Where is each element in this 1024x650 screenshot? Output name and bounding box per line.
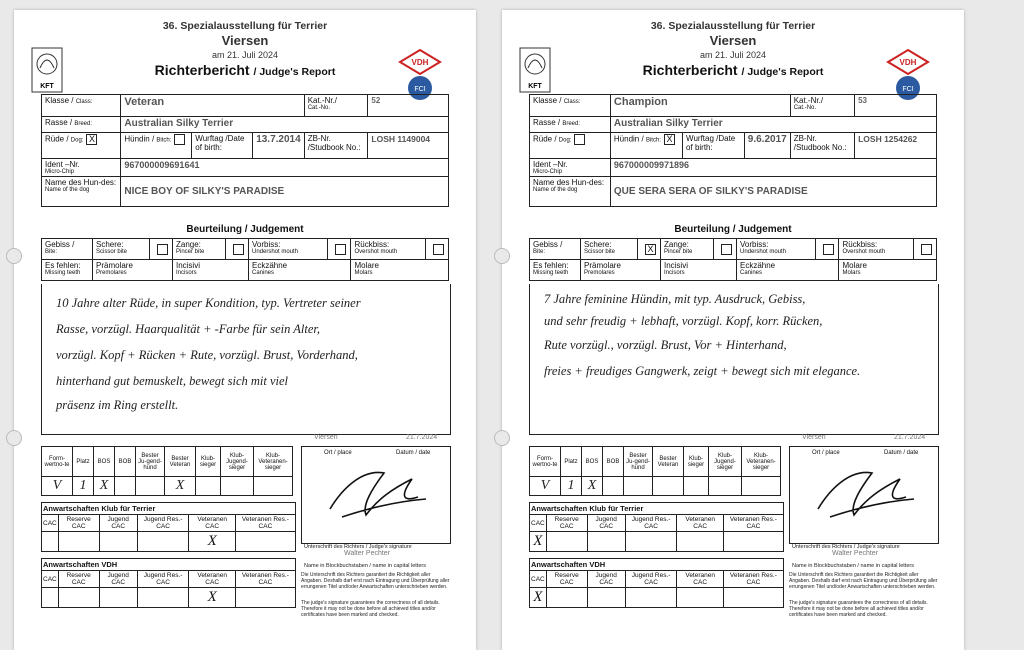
judge-signature bbox=[810, 459, 920, 525]
result-grade: V bbox=[530, 477, 561, 496]
catalog-number: 52 bbox=[368, 95, 449, 117]
vdh-logo-text: VDH bbox=[411, 58, 429, 67]
show-title: 36. Spezialausstellung für Terrier bbox=[162, 20, 328, 32]
vdh-veteran-cac-mark: X bbox=[189, 588, 235, 608]
judge-report-page-veteran: 36. Spezialausstellung für Terrier Viersen am 21. Juli 2024 Richterbericht / Judge's Report KFT VDH FCI Klasse / Class: Veteran Kat.-Nr./ Cat.-No. 52 Rasse / Breed: Australian Silky Terrier Rüde / Dog: X Hündin / Bitch: Wurftag /Date of birth: 13.7.2014 ZB-Nr. /Studbook No.: LOSH 1149004 Ident –Nr. Micro-Chip 967000009691641 Name des Hun-des: Name of the dog NICE BOY OF SILKY'S PARADISE Beurteilung / Judgement Gebiss / Bite: Schere: Scissor bite Zange: Pincer bite Vorbiss: Undershot mouth Rückbiss: Overshot mouth Es fehlen: Missing teeth Prämolare Premolares Incisivi Incisors Eckzähne Canines Molare Molars 10 Jahre alter Rüde, in super Kondition, typ. Vertreter seiner Rasse, vorzügl. Haarqualität + -Farbe für sein Alter, vorzügl. Kopf + Rücken + Rute, vorzügl. Brust, Vorderhand, hinterhand gut bemuskelt, bewegt sich mit viel präsenz im Ring erstellt. Viersen 21.7.2024 Form-wertno-te Platz BOS BOB Bester Ju-gend-hund Bester Veteran Klub-sieger Klub-Jugend-sieger Klub-Veteranen-sieger V 1 X X Anwartschaften Klub für Terrier CAC Reserve CAC Jugend CAC Jugend Res.-CAC Veteranen CAC Veteranen Res.-CAC X Anwartschaften VDH CAC Reserve CAC Jugend CAC Jugend Res.-CAC Veteranen CAC Veteranen Res.-CAC X Ort / place Datum / date Unterschrift des Richters / Judge's signature Walter Pechter Name in Blockbuchstaben / name in capital letters Die Unterschrift des Richters garantiert die Richtigkeit aller Angaben. Deshalb darf erst nach Eintragung und Überprüfung aller errungenen Titel und/oder Anwartschaften unterschrieben werden. The judge's signature guarantees the correctness of all details. Therefore it may not be done before all achieved titles and/or certificates have been marked and checked. bbox=[14, 10, 476, 650]
judgement-line: hinterhand gut bemuskelt, bewegt sich mit viel bbox=[56, 374, 289, 388]
undershot-checkbox[interactable] bbox=[335, 244, 346, 255]
dob-value: 9.6.2017 bbox=[744, 133, 790, 159]
result-table: Form-wertno-te Platz BOS BOB Bester Ju-gend-hund Bester Veteran Klub-sieger Klub-Jugend-sieger Klub-Veteranen-sieger V 1 X X bbox=[41, 446, 293, 496]
place-stamp: Viersen bbox=[314, 434, 338, 441]
show-date: am 21. Juli 2024 bbox=[699, 50, 767, 60]
signature-box: Ort / place Datum / date bbox=[789, 446, 939, 544]
judge-name: Walter Pechter bbox=[344, 550, 391, 557]
result-place: 1 bbox=[561, 477, 582, 496]
vdh-certificates-table: Anwartschaften VDH CAC Reserve CAC Jugend CAC Jugend Res.-CAC Veteranen CAC Veteranen Res.-CAC X bbox=[529, 558, 784, 608]
result-bos: X bbox=[582, 477, 603, 496]
dog-data-table: Klasse / Class: Champion Kat.-Nr./ Cat.-No. 53 Rasse / Breed: Australian Silky Terrier Rüde / Dog: Hündin / Bitch: X Wurftag /Date of birth: 9.6.2017 ZB-Nr. /Studbook No.: LOSH 1254262 Ident –Nr. Micro-Chip 967000009971896 Name des Hun-des: Name of the dog QUE SERA SERA OF SILKY'S PARADISE bbox=[529, 94, 937, 207]
result-bos: X bbox=[94, 477, 115, 496]
binder-hole bbox=[6, 248, 22, 264]
dog-data-table: Klasse / Class: Veteran Kat.-Nr./ Cat.-No. 52 Rasse / Breed: Australian Silky Terrier Rüde / Dog: X Hündin / Bitch: Wurftag /Date of birth: 13.7.2014 ZB-Nr. /Studbook No.: LOSH 1149004 Ident –Nr. Micro-Chip 967000009691641 Name des Hun-des: Name of the dog NICE BOY OF SILKY'S PARADISE bbox=[41, 94, 449, 207]
signature-caption: Unterschrift des Richters / Judge's signature bbox=[304, 544, 412, 550]
judgement-line: Rasse, vorzügl. Haarqualität + -Farbe für sein Alter, bbox=[56, 322, 320, 336]
studbook-value: LOSH 1254262 bbox=[855, 133, 937, 159]
judgement-line: und sehr freudig + lebhaft, vorzügl. Kopf, korr. Rücken, bbox=[544, 314, 823, 328]
binder-hole bbox=[6, 430, 22, 446]
overshot-checkbox[interactable] bbox=[921, 244, 932, 255]
judgement-heading: Beurteilung / Judgement bbox=[186, 224, 304, 235]
judge-report-page-champion: 36. Spezialausstellung für Terrier Viersen am 21. Juli 2024 Richterbericht / Judge's Report KFT VDH FCI Klasse / Class: Champion Kat.-Nr./ Cat.-No. 53 Rasse / Breed: Australian Silky Terrier Rüde / Dog: Hündin / Bitch: X Wurftag /Date of birth: 9.6.2017 ZB-Nr. /Studbook No.: LOSH 1254262 Ident –Nr. Micro-Chip 967000009971896 Name des Hun-des: Name of the dog QUE SERA SERA OF SILKY'S PARADISE Beurteilung / Judgement Gebiss / Bite: Schere: Scissor bite X Zange: Pincer bite Vorbiss: Undershot mouth Rückbiss: Overshot mouth Es fehlen: Missing teeth Prämolare Premolares Incisivi Incisors Eckzähne Canines Molare Molars 7 Jahre feminine Hündin, mit typ. Ausdruck, Gebiss, und sehr freudig + lebhaft, vorzügl. Kopf, korr. Rücken, Rute vorzügl., vorzügl. Brust, Vor + Hinterhand, freies + freudiges Gangwerk, zeigt + bewegt sich mit elegance. Viersen 21.7.2024 Form-wertno-te Platz BOS BOB Bester Ju-gend-hund Bester Veteran Klub-sieger Klub-Jugend-sieger Klub-Veteranen-sieger V 1 X Anwartschaften Klub für Terrier CAC Reserve CAC Jugend CAC Jugend Res.-CAC Veteranen CAC Veteranen Res.-CAC X Anwartschaften VDH CAC Reserve CAC Jugend CAC Jugend Res.-CAC Veteranen CAC Veteranen Res.-CAC X Ort / place Datum / date Unterschrift des Richters / Judge's signature Walter Pechter Name in Blockbuchstaben / name in capital letters Die Unterschrift des Richters garantiert die Richtigkeit aller Angaben. Deshalb darf erst nach Eintragung und Überprüfung aller errungenen Titel und/oder Anwartschaften unterschrieben werden. The judge's signature guarantees the correctness of all details. Therefore it may not be done before all achieved titles and/or certificates have been marked and checked. bbox=[502, 10, 964, 650]
pincer-bite-checkbox[interactable] bbox=[233, 244, 244, 255]
pincer-bite-checkbox[interactable] bbox=[721, 244, 732, 255]
show-title: 36. Spezialausstellung für Terrier bbox=[650, 20, 816, 32]
undershot-checkbox[interactable] bbox=[823, 244, 834, 255]
vdh-logo-text: VDH bbox=[899, 58, 917, 67]
fci-logo-text: FCI bbox=[902, 86, 914, 93]
chip-value: 967000009691641 bbox=[121, 159, 449, 177]
vdh-cac-mark: X bbox=[530, 588, 547, 608]
dog-name-value: QUE SERA SERA OF SILKY'S PARADISE bbox=[610, 177, 936, 207]
bitch-checkbox[interactable]: X bbox=[664, 134, 675, 145]
vdh-certificates-table: Anwartschaften VDH CAC Reserve CAC Jugend CAC Jugend Res.-CAC Veteranen CAC Veteranen Res.-CAC X bbox=[41, 558, 296, 608]
place-stamp: Viersen bbox=[802, 434, 826, 441]
signature-box: Ort / place Datum / date bbox=[301, 446, 451, 544]
breed-value: Australian Silky Terrier bbox=[121, 117, 449, 133]
judgement-line: Rute vorzügl., vorzügl. Brust, Vor + Hinterhand, bbox=[544, 338, 787, 352]
judge-name: Walter Pechter bbox=[832, 550, 879, 557]
scissor-bite-checkbox[interactable]: X bbox=[645, 244, 656, 255]
report-title: Richterbericht / Judge's Report bbox=[642, 62, 824, 78]
kft-logo-text: KFT bbox=[40, 83, 54, 90]
result-grade: V bbox=[42, 477, 73, 496]
kft-logo bbox=[518, 46, 552, 99]
scissor-bite-checkbox[interactable] bbox=[157, 244, 168, 255]
studbook-value: LOSH 1149004 bbox=[368, 133, 449, 159]
binder-hole bbox=[494, 430, 510, 446]
overshot-checkbox[interactable] bbox=[433, 244, 444, 255]
bite-table: Gebiss / Bite: Schere: Scissor bite Zange: Pincer bite Vorbiss: Undershot mouth Rückbiss: Overshot mouth Es fehlen: Missing teeth Prämolare Premolares Incisivi Incisors Eckzähne Canines Molare Molars bbox=[41, 238, 449, 281]
judgement-line: freies + freudiges Gangwerk, zeigt + bewegt sich mit elegance. bbox=[544, 364, 861, 378]
date-stamp: 21.7.2024 bbox=[406, 434, 438, 441]
fci-logo-text: FCI bbox=[414, 86, 426, 93]
class-value: Veteran bbox=[121, 95, 304, 117]
catalog-number: 53 bbox=[855, 95, 937, 117]
judge-signature bbox=[322, 459, 432, 525]
dog-checkbox[interactable] bbox=[574, 134, 585, 145]
report-title: Richterbericht / Judge's Report bbox=[154, 62, 336, 78]
judgement-text bbox=[41, 284, 451, 435]
judgement-text bbox=[529, 284, 939, 435]
kft-logo-text: KFT bbox=[528, 83, 542, 90]
judgement-line: vorzügl. Kopf + Rücken + Rute, vorzügl. Brust, Vorderhand, bbox=[56, 348, 358, 362]
judgement-line: 7 Jahre feminine Hündin, mit typ. Ausdruck, Gebiss, bbox=[544, 292, 806, 306]
signature-caption: Unterschrift des Richters / Judge's signature bbox=[792, 544, 900, 550]
dob-value: 13.7.2014 bbox=[253, 133, 305, 159]
chip-value: 967000009971896 bbox=[610, 159, 936, 177]
dog-name-value: NICE BOY OF SILKY'S PARADISE bbox=[121, 177, 449, 207]
kft-logo bbox=[30, 46, 64, 99]
bite-table: Gebiss / Bite: Schere: Scissor bite X Zange: Pincer bite Vorbiss: Undershot mouth Rückbiss: Overshot mouth Es fehlen: Missing teeth Prämolare Premolares Incisivi Incisors Eckzähne Canines Molare Molars bbox=[529, 238, 937, 281]
show-date: am 21. Juli 2024 bbox=[211, 50, 279, 60]
show-city: Viersen bbox=[221, 33, 269, 48]
result-best-veteran: X bbox=[165, 477, 196, 496]
club-certificates-table: Anwartschaften Klub für Terrier CAC Reserve CAC Jugend CAC Jugend Res.-CAC Veteranen CAC Veteranen Res.-CAC X bbox=[41, 502, 296, 552]
judgement-line: 10 Jahre alter Rüde, in super Kondition, typ. Vertreter seiner bbox=[56, 296, 361, 310]
binder-hole bbox=[494, 248, 510, 264]
class-value: Champion bbox=[610, 95, 790, 117]
club-cac-mark: X bbox=[530, 532, 547, 552]
club-certificates-table: Anwartschaften Klub für Terrier CAC Reserve CAC Jugend CAC Jugend Res.-CAC Veteranen CAC Veteranen Res.-CAC X bbox=[529, 502, 784, 552]
result-place: 1 bbox=[73, 477, 94, 496]
club-veteran-cac-mark: X bbox=[189, 532, 235, 552]
date-stamp: 21.7.2024 bbox=[894, 434, 926, 441]
judgement-line: präsenz im Ring erstellt. bbox=[56, 398, 179, 412]
judgement-heading: Beurteilung / Judgement bbox=[674, 224, 792, 235]
dog-checkbox[interactable]: X bbox=[86, 134, 97, 145]
breed-value: Australian Silky Terrier bbox=[610, 117, 936, 133]
bitch-checkbox[interactable] bbox=[174, 134, 185, 145]
show-city: Viersen bbox=[709, 33, 757, 48]
result-table: Form-wertno-te Platz BOS BOB Bester Ju-gend-hund Bester Veteran Klub-sieger Klub-Jugend-sieger Klub-Veteranen-sieger V 1 X bbox=[529, 446, 781, 496]
